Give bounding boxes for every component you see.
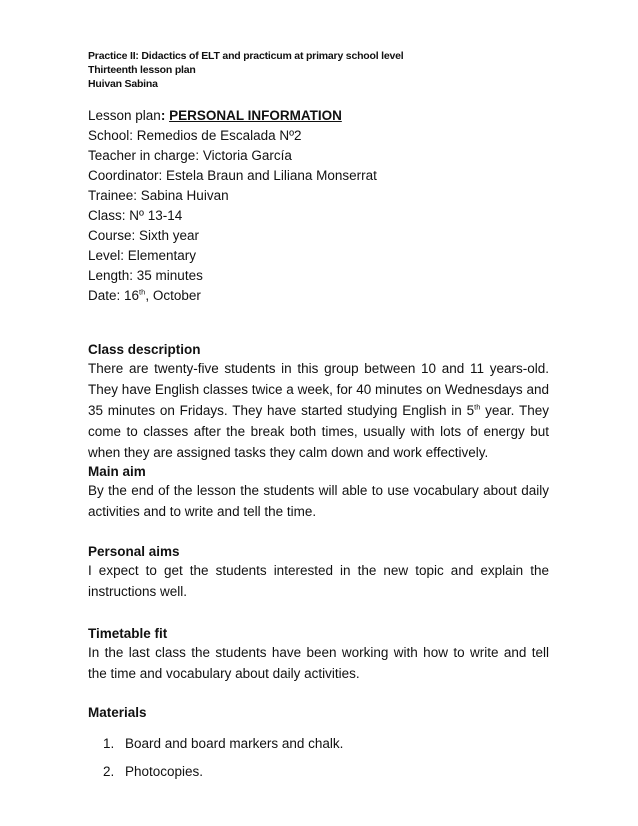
paragraph-line: when they are assigned tasks they calm down and work effectively.	[88, 445, 489, 460]
paragraph-line: the time and vocabulary about daily activities.	[88, 666, 360, 681]
year-superscript: th	[474, 402, 481, 412]
list-number: 1.	[103, 736, 115, 751]
class-description-paragraph	[88, 358, 549, 463]
course-line: Course: Sixth year	[88, 228, 200, 243]
materials-item-1	[103, 735, 343, 753]
timetable-fit-heading: Timetable fit	[88, 626, 168, 641]
paragraph-line: come to classes after the break both times, usually with lots of energy but	[88, 424, 549, 439]
length-line: Length: 35 minutes	[88, 268, 203, 283]
paragraph-line: They have English classes twice a week, for 40 minutes on Wednesdays and	[88, 382, 549, 397]
year-suffix: year. They	[480, 403, 549, 418]
lesson-title-line	[88, 107, 342, 125]
teacher-line: Teacher in charge: Victoria García	[88, 148, 292, 163]
list-text: Photocopies.	[125, 764, 204, 779]
date-superscript: th	[139, 287, 146, 297]
date-suffix: , October	[145, 288, 201, 303]
timetable-fit-paragraph	[88, 642, 549, 684]
date-prefix: Date: 16	[88, 288, 140, 303]
paragraph-line	[88, 400, 549, 421]
paragraph-line: There are twenty-five students in this group between 10 and 11 years-old.	[88, 361, 549, 376]
paragraph-line: In the last class the students have been working with how to write and tell	[88, 645, 549, 660]
school-line: School: Remedios de Escalada Nº2	[88, 128, 302, 143]
personal-aims-heading: Personal aims	[88, 544, 180, 559]
lesson-plan-label: Lesson plan	[88, 108, 161, 123]
paragraph-line: instructions well.	[88, 584, 188, 599]
header-lesson-number: Thirteenth lesson plan	[88, 64, 196, 76]
lesson-colon: :	[160, 108, 170, 123]
coordinator-line: Coordinator: Estela Braun and Liliana Monserrat	[88, 168, 377, 183]
paragraph-line: activities and to write and tell the time.	[88, 504, 317, 519]
list-number: 2.	[103, 764, 115, 779]
class-description-heading: Class description	[88, 342, 201, 357]
class-line: Class: Nº 13-14	[88, 208, 183, 223]
level-line: Level: Elementary	[88, 248, 197, 263]
trainee-line: Trainee: Sabina Huivan	[88, 188, 229, 203]
main-aim-heading: Main aim	[88, 464, 146, 479]
paragraph-line: I expect to get the students interested in the new topic and explain the	[88, 563, 549, 578]
lesson-title: PERSONAL INFORMATION	[169, 108, 342, 123]
header-author: Huivan Sabina	[88, 78, 158, 90]
personal-aims-paragraph	[88, 560, 549, 602]
main-aim-paragraph	[88, 480, 549, 522]
paragraph-line: By the end of the lesson the students will able to use vocabulary about daily	[88, 483, 549, 498]
year-prefix: 35 minutes on Fridays. They have started studying English in 5	[88, 403, 475, 418]
header-course: Practice II: Didactics of ELT and practicum at primary school level	[88, 50, 404, 62]
materials-item-2	[103, 763, 203, 781]
list-text: Board and board markers and chalk.	[125, 736, 344, 751]
materials-heading: Materials	[88, 705, 147, 720]
date-line	[88, 287, 201, 305]
